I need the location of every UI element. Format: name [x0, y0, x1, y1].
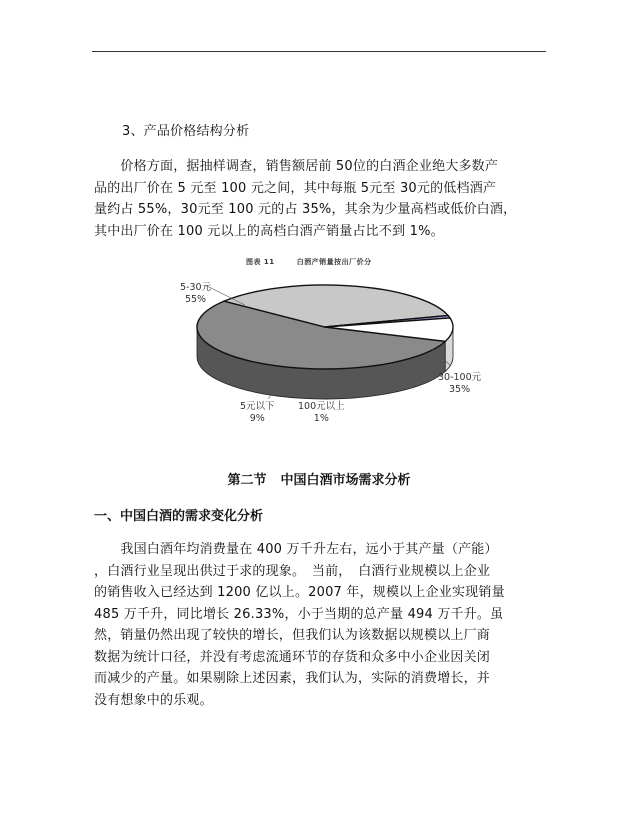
section-name: 中国白酒市场需求分析 — [280, 473, 411, 488]
slice-label-pct: 1% — [313, 413, 329, 424]
paragraph-line: 品的出厂价在 5 元至 100 元之间，其中每瓶 5元至 30元的低档酒产 — [94, 180, 497, 196]
paragraph-line: 数据为统计口径，并没有考虑流通环节的存货和众多中小企业因关闭 — [94, 649, 491, 665]
paragraph-line: 然，销量仍然出现了较快的增长，但我们认为该数据以规模以上厂商 — [94, 628, 491, 643]
paragraph-line: 没有想象中的乐观。 — [94, 692, 213, 708]
slice-label-name: 5-30元 — [180, 282, 212, 293]
chart-figure-number: 图表 11 — [246, 258, 275, 266]
paragraph-line: 而减少的产量。如果剔除上述因素，我们认为，实际的消费增长，并 — [94, 671, 491, 686]
paragraph-line: 的销售收入已经达到 1200 亿以上。2007 年，规模以上企业实现销量 — [94, 585, 505, 600]
slice-label-name: 5元以下 — [240, 401, 275, 412]
label-100-plus — [298, 401, 345, 425]
paragraph-line: 量约占 55%，30元至 100 元的占 35%，其余为少量高档或低价白酒， — [94, 202, 517, 217]
slice-label-pct: 35% — [449, 384, 471, 395]
header-rule — [92, 51, 546, 52]
subsection-title: 3、产品价格结构分析 — [122, 124, 250, 139]
paragraph-demand — [94, 539, 554, 711]
paragraph-line: 价格方面，据抽样调查，销售额居前 50位的白酒企业绝大多数产 — [94, 159, 499, 174]
paragraph-line: 我国白酒年均消费量在 400 万千升左右，远小于其产量（产能） — [94, 542, 498, 557]
label-5-30 — [180, 282, 211, 306]
heading-demand-analysis: 一、中国白酒的需求变化分析 — [94, 509, 264, 524]
label-under-5 — [240, 401, 275, 425]
chart-figure-caption: 白酒产销量按出厂价分 — [296, 258, 372, 266]
pie-chart — [150, 265, 500, 435]
slice-label-name: 100元以上 — [298, 401, 345, 412]
slice-label-pct: 9% — [249, 413, 265, 424]
slice-label-name: 30-100元 — [438, 372, 482, 383]
paragraph-line: 485 万千升，同比增长 26.33%，小于当期的总产量 494 万千升。虽 — [94, 606, 504, 622]
section-title — [0, 469, 638, 488]
paragraph-price-structure — [94, 156, 548, 242]
label-30-100 — [438, 372, 481, 396]
paragraph-line: ，白酒行业呈现出供过于求的现象。 当前， 白酒行业规模以上企业 — [94, 563, 491, 579]
section-number: 第二节 — [227, 473, 267, 488]
slice-label-pct: 55% — [184, 294, 207, 305]
paragraph-line: 其中出厂价在 100 元以上的高档白酒产销量占比不到 1%。 — [94, 223, 444, 239]
